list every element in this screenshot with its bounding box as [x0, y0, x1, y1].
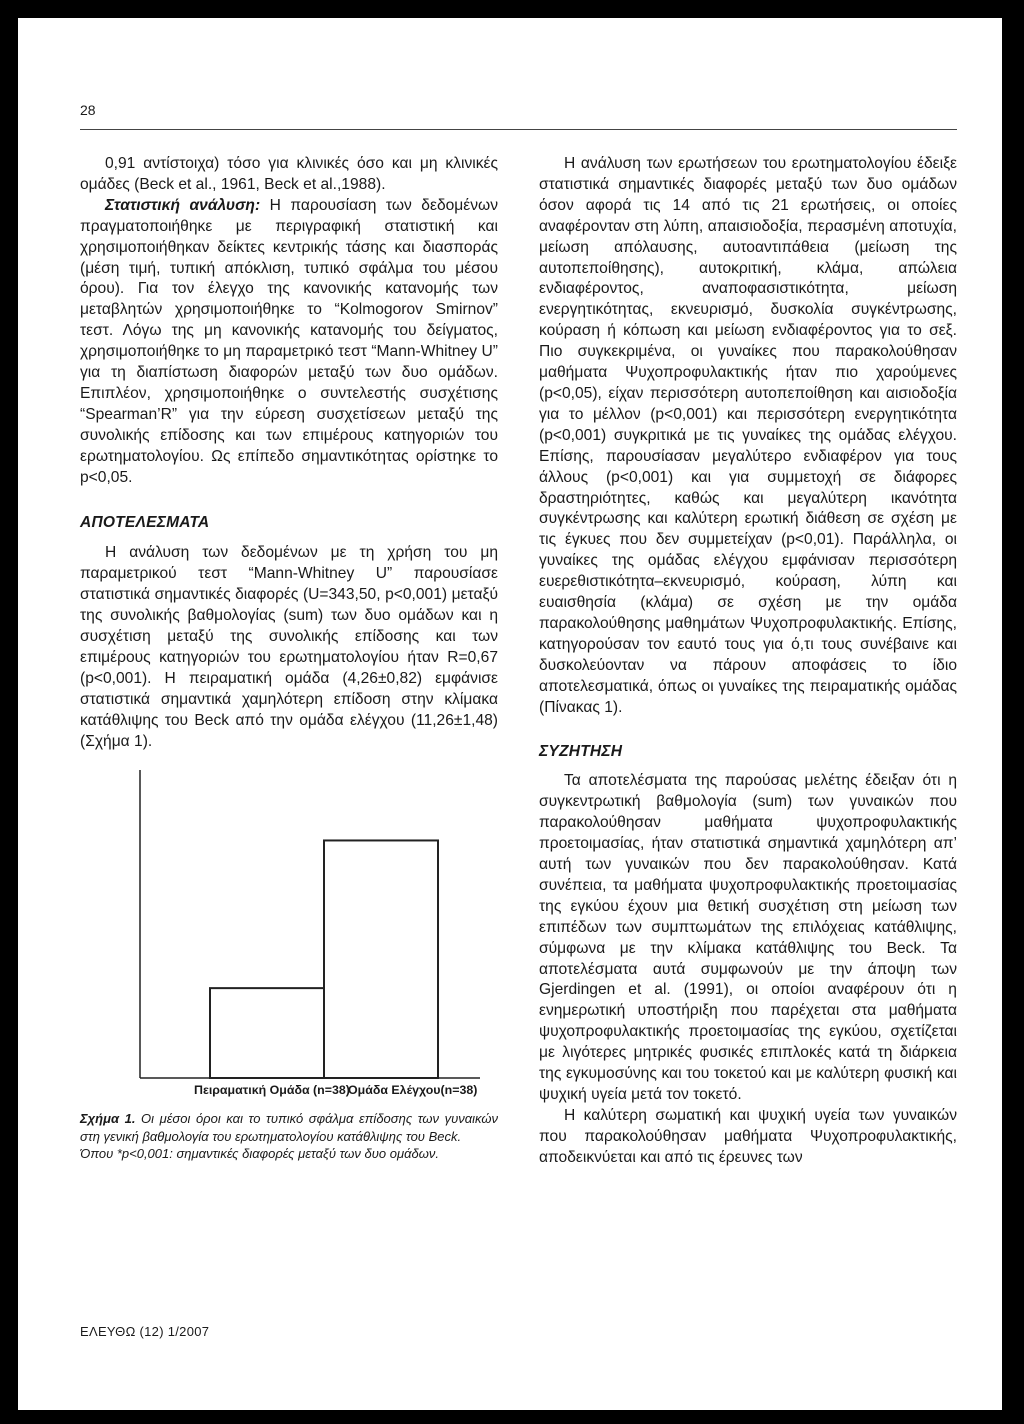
figure-1 — [80, 762, 498, 1098]
bar-chart — [80, 762, 498, 1080]
right-column — [539, 154, 957, 1169]
findings-paragraph: Η ανάλυση των ερωτήσεων του ερωτηματολογίου έδειξε στατιστικά σημαντικές διαφορές μεταξύ των δυο ομάδων όσον αφορά τις 14 από τις 21 ερωτήσεις, οι οποίες αναφέρονταν στη λύπη, απαισιοδοξία, περασμένη αποτυχία, μείωση απόλαυσης, αυτοαντιπάθεια (μείωση της αυτοπεποίθησης), αυτοκριτική, κλάμα, απώλεια ενδιαφέροντος, αναποφασιστικότητα, μείωση ενεργητικότητας, εκνευρισμό, δυσκολία συγκέντρωσης, κούραση ή κόπωση και μείωση ενδιαφέροντος για το σεξ. Πιο συγκεκριμένα, οι γυναίκες που παρακολούθησαν μαθήματα Ψυχοπροφυλακτικής ήταν πιο χαρούμενες (p<0,05), είχαν περισσότερη αυτοπεποίθηση και αισιοδοξία για το μέλλον (p<0,001) και περισσότερη ενεργητικότητα (p<0,001) συγκριτικά με τις γυναίκες της ομάδας ελέγχου. Επίσης, παρουσίασαν μεγαλύτερο ενδιαφέρον για τους άλλους (p<0,001) και για συμμετοχή σε διάφορες δραστηριότητες, καθώς και μεγαλύτερη ικανότητα συγκέντρωσης και καλύτερη ερωτική διάθεση σε σχέση με τις έγκυες που δεν συμμετείχαν (p<0,01). Παράλληλα, οι γυναίκες της ομάδας ελέγχου εμφάνισαν περισσότερη ευερεθιστικότητα–εκνευρισμό, κούραση, λύπη και ευαισθησία (κλάμα) σε σχέση με την ομάδα παρακολούθησης μαθημάτων Ψυχοπροφυλακτικής. Επίσης, κατηγορούσαν τον εαυτό τους για ό,τι τους συνέβαινε και δυσκολεύονταν να πάρουν αποφάσεις το ίδιο αποτελεσματικά, όπως οι γυναίκες της πειραματικής ομάδας (Πίνακας 1). — [539, 155, 957, 716]
intro-paragraph: 0,91 αντίστοιχα) τόσο για κλινικές όσο και μη κλινικές ομάδες (Beck et al., 1961, Beck et al.,1988). — [80, 155, 498, 193]
bar-control-group — [324, 841, 438, 1079]
left-column — [80, 154, 498, 1163]
figure-caption-text: Οι μέσοι όροι και το τυπικό σφάλμα επίδοσης των γυναικών στη γενική βαθμολογία του ερωτηματολογίου κατάθλιψης του Beck. — [80, 1111, 499, 1144]
figure-caption — [80, 1110, 498, 1162]
journal-footer: ΕΛΕΥΘΩ (12) 1/2007 — [80, 1324, 210, 1339]
figure-caption-label: Σχήμα 1. — [80, 1111, 136, 1127]
statistics-paragraph — [80, 196, 498, 489]
discussion-paragraph: Τα αποτελέσματα της παρούσας μελέτης έδειξαν ότι η συγκεντρωτική βαθμολογία (sum) των γυναικών που παρακολούθησαν μαθήματα ψυχοπροφυλακτικής προετοιμασίας, ήταν στατιστικά σημαντικά χαμηλότερη απ’ αυτή των γυναικών που δεν παρακολούθησαν. Κατά συνέπεια, τα μαθήματα ψυχοπροφυλακτικής προετοιμασίας της εγκύου έχουν μια θετική συσχέτιση στη μείωση των επιπέδων των συμπτωμάτων της επιλόχειας κατάθλιψης, σύμφωνα με την κλίμακα κατάθλιψης του Beck. Τα αποτελέσματα αυτά συμφωνούν με την άποψη των Gjerdingen et al. (1991), οι οποίοι αναφέρουν ότι η ενημερωτική υποστήριξη που παρέχεται στα μαθήματα ψυχοπροφυλακτικής προετοιμασίας της εγκύου, σχετίζεται με λιγότερες μητρικές φυσικές επιπλοκές κατά τη διάρκεια της εγκυμοσύνης και του τοκετού και με καλύτερη φυσική και ψυχική υγεία μετά τον τοκετό. — [539, 772, 957, 1103]
bar-experimental-group — [210, 989, 324, 1079]
discussion-paragraph-2: Η καλύτερη σωματική και ψυχική υγεία των γυναικών που παρακολούθησαν μαθήματα Ψυχοπροφυλακτικής, αποδεικνύεται και από τις έρευνες των — [539, 1106, 957, 1166]
page-number: 28 — [80, 102, 96, 118]
results-heading: ΑΠΟΤΕΛΕΣΜΑΤΑ — [80, 513, 210, 531]
discussion-heading: ΣΥΖΗΤΗΣΗ — [539, 743, 623, 761]
journal-page — [18, 18, 1002, 1410]
header-rule — [80, 129, 957, 130]
statistics-text: Η παρουσίαση των δεδομένων πραγματοποιήθηκε με περιγραφική στατιστική και χρησιμοποιήθηκαν δείκτες κεντρικής τάσης και διασποράς (μέση τιμή, τυπική απόκλιση, τυπικό σφάλμα του μέσου όρου). Για τον έλεγχο της κανονικής κατανομής των μεταβλητών χρησιμοποιήθηκε το “Kolmogorov Smirnov” τεστ. Λόγω της μη κανονικής κατανομής του δείγματος, χρησιμοποιήθηκε το μη παραμετρικό τεστ “Mann-Whitney U” για τη διαπίστωση διαφορών μεταξύ των δυο ομάδων. Επιπλέον, χρησιμοποιήθηκε ο συντελεστής συσχέτισης “Spearman’R” για την εύρεση συσχετίσεων μεταξύ της συνολικής επίδοσης και των επιμέρους κατηγοριών του ερωτηματολογίου. Ως επίπεδο σημαντικότητας ορίστηκε το p<0,05. — [80, 196, 498, 486]
bar-label-experimental: Πειραματική Ομάδα (n=38) — [194, 1083, 350, 1098]
statistics-lead: Στατιστική ανάλυση: — [105, 196, 261, 214]
figure-caption-note: Όπου *p<0,001: σημαντικές διαφορές μεταξύ των δυο ομάδων. — [80, 1146, 439, 1162]
results-paragraph: Η ανάλυση των δεδομένων με τη χρήση του μη παραμετρικού τεστ “Mann-Whitney U” παρουσίασε στατιστικά σημαντικές διαφορές (U=343,50, p<0,001) μεταξύ της συνολικής βαθμολογίας (sum) των δυο ομάδων και η συσχέτιση μεταξύ της συνολικής επίδοσης και των επιμέρους κατηγοριών του ερωτηματολογίου ήταν R=0,67 (p<0,001). Η πειραματική ομάδα (4,26±0,82) εμφάνισε στατιστικά σημαντικά χαμηλότερη επίδοση στην κλίμακα κατάθλιψης του Beck από την ομάδα ελέγχου (11,26±1,48) (Σχήμα 1). — [80, 544, 498, 750]
bar-label-control: Ομάδα Ελέγχου(n=38) — [348, 1083, 478, 1098]
